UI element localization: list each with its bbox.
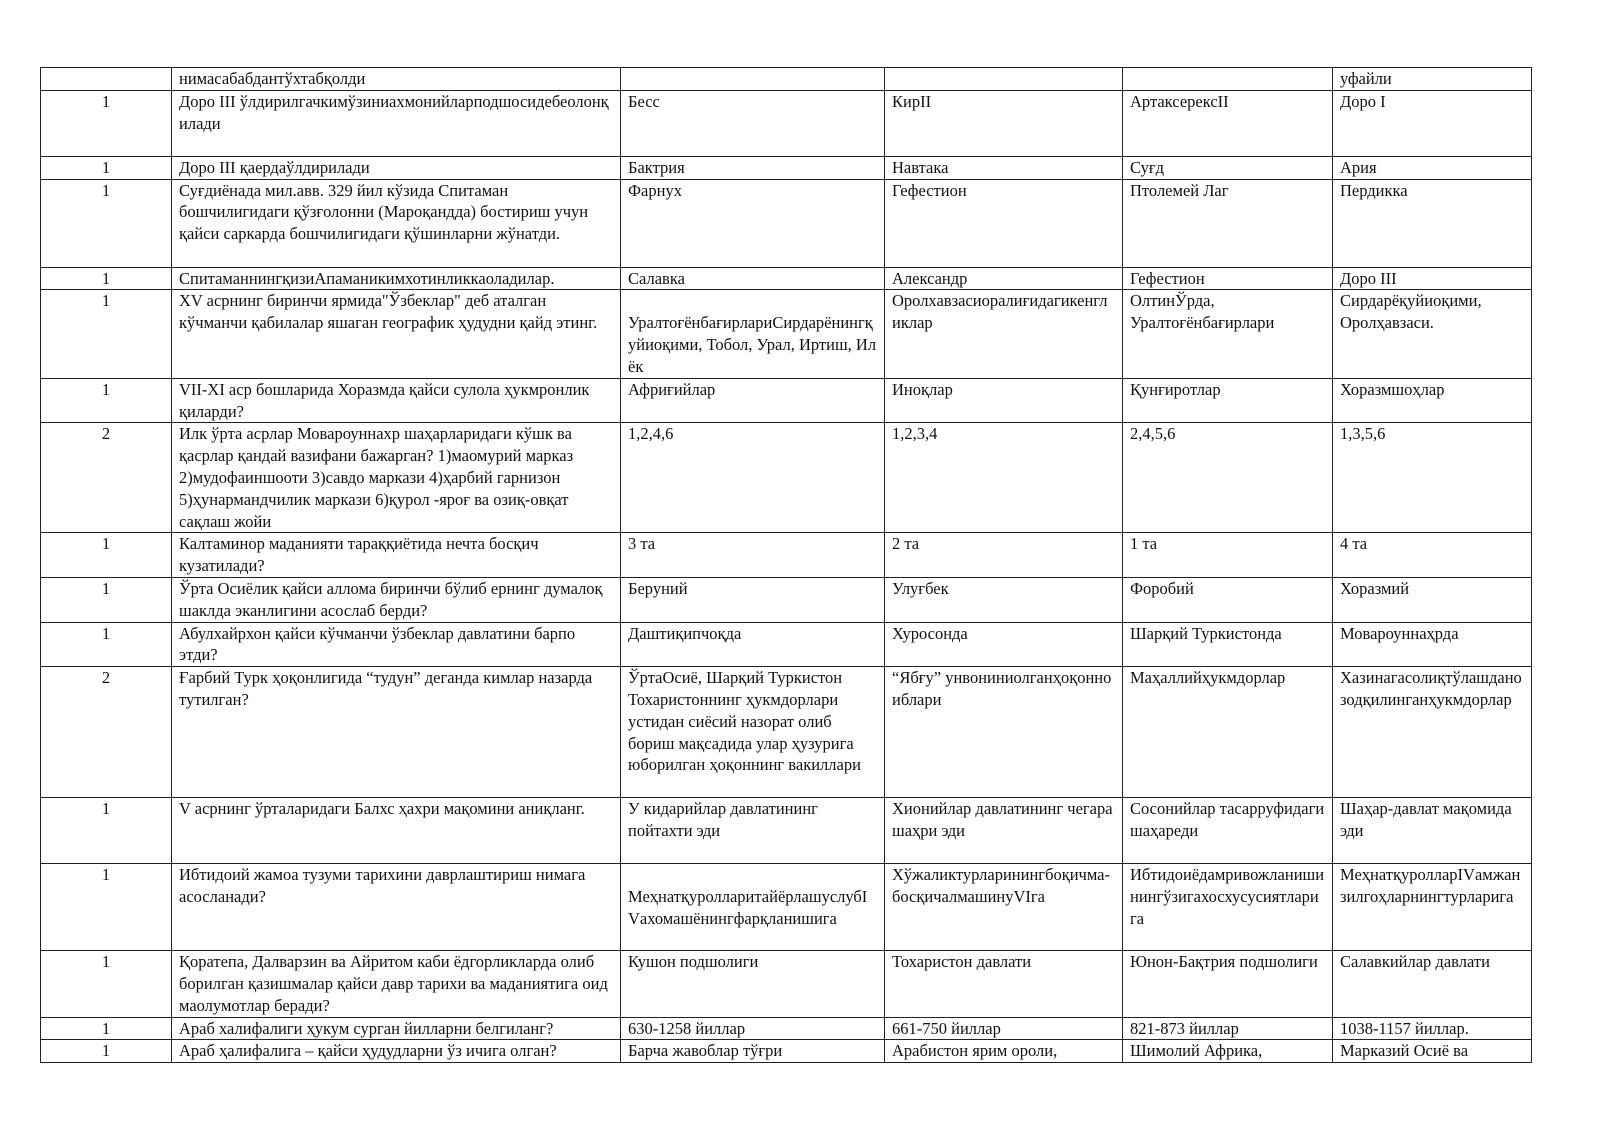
score-cell: 1	[41, 179, 172, 267]
answer-a-cell: Даштиқипчоқда	[621, 622, 885, 667]
answer-c-cell: Гефестион	[1123, 267, 1333, 290]
question-cell: Араб халифалиги ҳукум сурган йилларни белгиланг?	[172, 1017, 621, 1040]
answer-d-cell: Мовароуннаҳрда	[1333, 622, 1532, 667]
answer-d-cell: Хоразмий	[1333, 577, 1532, 622]
answer-a-cell: Беруний	[621, 577, 885, 622]
answer-d-cell: Сирдарёқуйиоқими, Оролҳавзаси.	[1333, 290, 1532, 378]
answer-c-cell: Суғд	[1123, 156, 1333, 179]
answer-a-cell: 630-1258 йиллар	[621, 1017, 885, 1040]
answer-b-cell: Тохаристон давлати	[885, 951, 1123, 1017]
score-cell: 1	[41, 267, 172, 290]
score-cell: 1	[41, 378, 172, 423]
answer-b-cell: Улуғбек	[885, 577, 1123, 622]
answer-d-cell: МеҳнатқуроллaрIVамжанзилгоҳларнингтурларига	[1333, 864, 1532, 951]
table-row	[41, 533, 1532, 578]
question-cell: Ўрта Осиёлик қайси аллома биринчи бўлиб ернинг думалоқ шаклда эканлигини асослаб берди?	[172, 577, 621, 622]
answer-b-cell: “Ябғу” унвониниолганҳоқонноиблари	[885, 667, 1123, 798]
answer-a-cell: ЎртаОсиё, Шарқий Туркистон Тохаристоннинг ҳукмдорлари устидан сиёсий назорат олиб бориш мақсадида улар ҳузурига юборилган ҳоқоннинг вакиллари	[621, 667, 885, 798]
score-cell: 1	[41, 577, 172, 622]
answer-c-cell: Қунғиротлар	[1123, 378, 1333, 423]
table-row	[41, 951, 1532, 1017]
table-row	[41, 179, 1532, 267]
answer-d-cell: Доро III	[1333, 267, 1532, 290]
question-cell: Араб ҳалифалига – қайси ҳудудларни ўз ичига олган?	[172, 1040, 621, 1063]
question-cell: Ғарбий Турк ҳоқонлигида “тудун” деганда кимлар назарда тутилган?	[172, 667, 621, 798]
answer-b-cell: 1,2,3,4	[885, 423, 1123, 533]
answer-c-cell: ОлтинЎрда, Уралтоғёнбағирлари	[1123, 290, 1333, 378]
answer-b-cell: Иноқлар	[885, 378, 1123, 423]
answer-d-cell: 1038-1157 йиллар.	[1333, 1017, 1532, 1040]
quiz-table	[40, 67, 1532, 1063]
question-cell: нимасабабдантўхтабқолди	[172, 68, 621, 91]
answer-a-cell: Салавка	[621, 267, 885, 290]
answer-c-cell	[1123, 68, 1333, 91]
answer-a-cell: Бактрия	[621, 156, 885, 179]
question-cell: Ибтидоий жамоа тузуми тарихини даврлаштириш нимага асосланади?	[172, 864, 621, 951]
answer-a-cell: МеҳнатқуроллaритайёрлашуслубIVахомашёнингфарқланишига	[621, 864, 885, 951]
question-cell: Калтаминор маданияти тараққиётида нечта босқич кузатилади?	[172, 533, 621, 578]
answer-a-cell: Фарнух	[621, 179, 885, 267]
answer-a-cell: Бесс	[621, 90, 885, 156]
answer-b-cell: Арабистон ярим ороли,	[885, 1040, 1123, 1063]
score-cell: 1	[41, 156, 172, 179]
answer-d-cell: 1,3,5,6	[1333, 423, 1532, 533]
table-row	[41, 156, 1532, 179]
answer-c-cell: Птолемей Лаг	[1123, 179, 1333, 267]
answer-b-cell: КирII	[885, 90, 1123, 156]
score-cell: 1	[41, 533, 172, 578]
answer-d-cell: Пердикка	[1333, 179, 1532, 267]
answer-d-cell: Ария	[1333, 156, 1532, 179]
score-cell: 1	[41, 951, 172, 1017]
answer-a-cell: Барча жавоблар тўғри	[621, 1040, 885, 1063]
table-row	[41, 267, 1532, 290]
table-row	[41, 1017, 1532, 1040]
question-cell: XV асрнинг биринчи ярмида"Ўзбеклар" деб аталган кўчманчи қабилалар яшаган географик ҳудудни қайд этинг.	[172, 290, 621, 378]
answer-b-cell: Хўжаликтурларинингбоқичма-босқичалмашинуVIга	[885, 864, 1123, 951]
answer-d-cell: Хоразмшоҳлар	[1333, 378, 1532, 423]
answer-c-cell: Форобий	[1123, 577, 1333, 622]
answer-c-cell: 2,4,5,6	[1123, 423, 1333, 533]
score-cell: 1	[41, 798, 172, 864]
answer-c-cell: Шарқий Туркистонда	[1123, 622, 1333, 667]
answer-d-cell: Хазинагасолиқтўлашданозодқилинганҳукмдорлар	[1333, 667, 1532, 798]
answer-c-cell: 1 та	[1123, 533, 1333, 578]
answer-d-cell: уфайли	[1333, 68, 1532, 91]
answer-c-cell: Ибтидоиёдамривожланишинингўзигахосхусусиятларига	[1123, 864, 1333, 951]
answer-b-cell: Оролхавзасиоралиғидагикенгликлар	[885, 290, 1123, 378]
answer-b-cell	[885, 68, 1123, 91]
answer-a-cell: 3 та	[621, 533, 885, 578]
answer-b-cell: Навтака	[885, 156, 1123, 179]
answer-c-cell: АртаксерексII	[1123, 90, 1333, 156]
score-cell: 2	[41, 667, 172, 798]
question-cell: Доро III ўлдирилгачкимўзиниахмонийларподшосидебеолонқилади	[172, 90, 621, 156]
answer-a-cell: Африғийлар	[621, 378, 885, 423]
question-cell: VII-XI аср бошларида Хоразмда қайси сулола ҳукмронлик қиларди?	[172, 378, 621, 423]
table-row	[41, 622, 1532, 667]
question-cell: Абулхайрхон қайси кўчманчи ўзбеклар давлатини барпо этди?	[172, 622, 621, 667]
answer-a-cell: 1,2,4,6	[621, 423, 885, 533]
answer-c-cell: Маҳаллийҳукмдорлар	[1123, 667, 1333, 798]
answer-a-cell: Кушон подшолиги	[621, 951, 885, 1017]
answer-a-cell	[621, 68, 885, 91]
table-row	[41, 1040, 1532, 1063]
answer-a-cell: У кидарийлар давлатининг пойтахти эди	[621, 798, 885, 864]
table-row	[41, 577, 1532, 622]
table-row	[41, 290, 1532, 378]
score-cell: 2	[41, 423, 172, 533]
question-cell: Қоратепа, Далварзин ва Айритом каби ёдгорликларда олиб борилган қазишмалар қайси давр тарихи ва маданиятига оид маолумотлар беради?	[172, 951, 621, 1017]
score-cell: 1	[41, 290, 172, 378]
answer-b-cell: Гефестион	[885, 179, 1123, 267]
table-row	[41, 798, 1532, 864]
score-cell: 1	[41, 622, 172, 667]
question-cell: Суғдиёнада мил.авв. 329 йил кўзида Спитаман бошчилигидаги қўзғолонни (Мароқандда) бостириш учун қайси саркарда бошчилигидаги қўшинларни жўнатди.	[172, 179, 621, 267]
score-cell: 1	[41, 90, 172, 156]
answer-b-cell: Хионийлар давлатининг чегара шаҳри эди	[885, 798, 1123, 864]
answer-c-cell: Юнон-Бақтрия подшолиги	[1123, 951, 1333, 1017]
question-cell: СпитаманнингқизиАпаманикимхотинликкаоладилар.	[172, 267, 621, 290]
table-row	[41, 68, 1532, 91]
answer-d-cell: Доро I	[1333, 90, 1532, 156]
answer-a-cell: УралтоғёнбағирлариСирдарёнингқуйиоқими, Тобол, Урал, Иртиш, Илёк	[621, 290, 885, 378]
answer-d-cell: 4 та	[1333, 533, 1532, 578]
question-cell: V асрнинг ўрталаридаги Балхс ҳахри мақомини аниқланг.	[172, 798, 621, 864]
table-row	[41, 423, 1532, 533]
question-cell: Доро III қаердаўлдирилади	[172, 156, 621, 179]
score-cell	[41, 68, 172, 91]
answer-b-cell: 661-750 йиллар	[885, 1017, 1123, 1040]
answer-c-cell: Шимолий Африка,	[1123, 1040, 1333, 1063]
table-row	[41, 378, 1532, 423]
table-row	[41, 90, 1532, 156]
answer-b-cell: Хуросонда	[885, 622, 1123, 667]
score-cell: 1	[41, 1017, 172, 1040]
question-cell: Илк ўрта асрлар Мовароуннахр шаҳарларидаги кўшк ва қасрлар қандай вазифани бажарган? 1)маомурий марказ 2)мудофаиншооти 3)савдо маркази 4)ҳарбий гарнизон 5)ҳунармандчилик маркази 6)қурол -яроғ ва озиқ-овқат сақлаш жойи	[172, 423, 621, 533]
answer-b-cell: 2 та	[885, 533, 1123, 578]
answer-b-cell: Александр	[885, 267, 1123, 290]
score-cell: 1	[41, 1040, 172, 1063]
answer-c-cell: Сосонийлар тасарруфидаги шаҳареди	[1123, 798, 1333, 864]
answer-d-cell: Марказий Осиё ва	[1333, 1040, 1532, 1063]
answer-c-cell: 821-873 йиллар	[1123, 1017, 1333, 1040]
answer-d-cell: Салавкийлар давлати	[1333, 951, 1532, 1017]
score-cell: 1	[41, 864, 172, 951]
table-row	[41, 667, 1532, 798]
answer-d-cell: Шаҳар-давлат мақомида эди	[1333, 798, 1532, 864]
table-row	[41, 864, 1532, 951]
